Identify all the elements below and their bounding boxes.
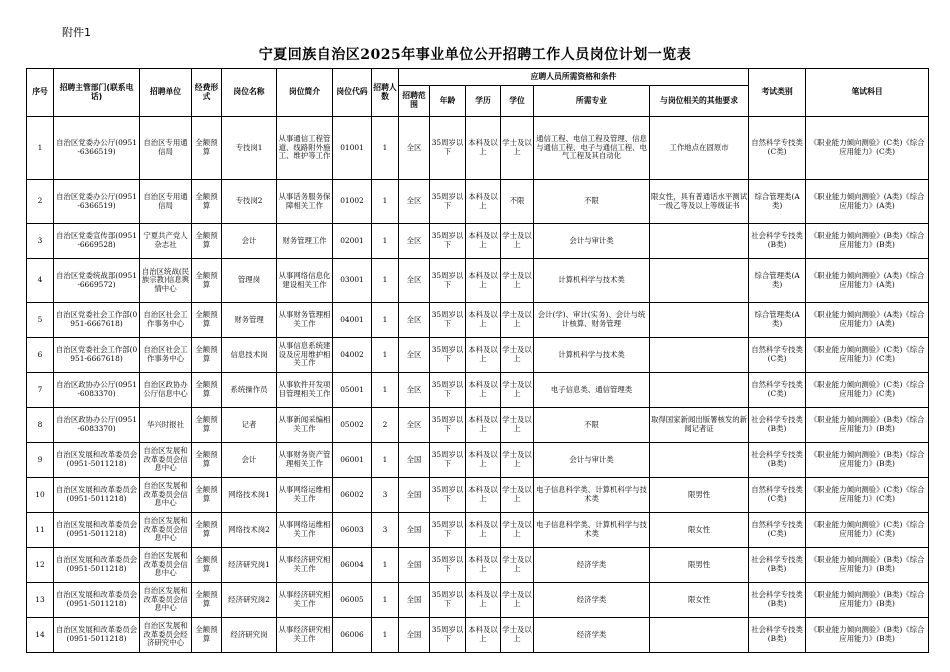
cell-seq: 6 [27,338,54,373]
cell-exam: 社会科学专技类(B类) [749,618,806,653]
cell-scope: 全国 [399,478,430,513]
cell-intro: 从事话务服务保障相关工作 [277,180,333,224]
cell-intro: 从事财务资产管理相关工作 [277,443,333,478]
cell-fund: 全额预算 [192,180,222,224]
cell-unit: 自治区社会工作事务中心 [140,303,192,338]
header-scope: 招聘范围 [399,86,430,117]
cell-code: 02001 [333,224,372,259]
cell-seq: 1 [27,117,54,180]
cell-seq: 11 [27,513,54,548]
cell-exam: 综合管理类(A类) [749,180,806,224]
cell-major: 电子信息科学类、计算机科学与技术类 [534,513,650,548]
cell-intro: 从事软件开发项目管理相关工作 [277,373,333,408]
header-subject: 笔试科目 [806,69,929,117]
cell-exam: 综合管理类(A类) [749,303,806,338]
table-row [27,180,929,224]
cell-unit: 自治区统战(民族宗教)信息舆情中心 [140,259,192,303]
cell-subject: 《职业能力倾向测验》(A类)《综合应用能力》(A类) [806,303,929,338]
table-row [27,513,929,548]
table-row [27,583,929,618]
cell-other: 限男性 [650,478,749,513]
cell-other [650,224,749,259]
cell-dept: 自治区党委统战部(0951-6669572) [54,259,140,303]
cell-other: 限女性 [650,513,749,548]
cell-code: 01002 [333,180,372,224]
header-unit: 招聘单位 [140,69,192,117]
cell-major: 会计(学)、审计(实务)、会计与统计核算、财务管理 [534,303,650,338]
cell-fund: 全额预算 [192,373,222,408]
cell-intro: 财务管理工作 [277,224,333,259]
cell-unit: 自治区专用通信局 [140,180,192,224]
cell-seq: 2 [27,180,54,224]
cell-unit: 自治区发展和改革委员会信息中心 [140,443,192,478]
header-post: 岗位名称 [222,69,277,117]
cell-subject: 《职业能力倾向测验》(B类)《综合应用能力》(B类) [806,583,929,618]
cell-num: 3 [372,513,399,548]
cell-scope: 全区 [399,180,430,224]
cell-scope: 全国 [399,583,430,618]
cell-scope: 全区 [399,373,430,408]
cell-unit: 自治区社会工作事务中心 [140,338,192,373]
cell-subject: 《职业能力倾向测验》(C类)《综合应用能力》(C类) [806,117,929,180]
cell-code: 04002 [333,338,372,373]
cell-degree: 学士及以上 [501,373,534,408]
cell-scope: 全区 [399,338,430,373]
cell-degree: 学士及以上 [501,513,534,548]
recruitment-table [26,68,929,653]
cell-scope: 全区 [399,117,430,180]
cell-subject: 《职业能力倾向测验》(B类)《综合应用能力》(B类) [806,618,929,653]
header-seq: 序号 [27,69,54,117]
cell-fund: 全额预算 [192,117,222,180]
cell-seq: 9 [27,443,54,478]
cell-fund: 全额预算 [192,548,222,583]
cell-age: 35周岁以下 [430,338,466,373]
cell-age: 35周岁以下 [430,513,466,548]
cell-unit: 自治区发展和改革委员会经济研究中心 [140,618,192,653]
cell-major: 会计与审计类 [534,443,650,478]
header-dept: 招聘主管部门(联系电话) [54,69,140,117]
attachment-label: 附件1 [62,26,91,39]
cell-age: 35周岁以下 [430,259,466,303]
cell-age: 35周岁以下 [430,224,466,259]
table-row [27,548,929,583]
cell-subject: 《职业能力倾向测验》(A类)《综合应用能力》(A类) [806,259,929,303]
cell-scope: 全国 [399,513,430,548]
cell-dept: 自治区发展和改革委员会(0951-5011218) [54,548,140,583]
cell-dept: 自治区发展和改革委员会(0951-5011218) [54,478,140,513]
cell-unit: 宁夏共产党人杂志社 [140,224,192,259]
cell-unit: 自治区政协办公厅信息中心 [140,373,192,408]
cell-degree: 学士及以上 [501,117,534,180]
cell-degree: 不限 [501,180,534,224]
cell-dept: 自治区发展和改革委员会(0951-5011218) [54,513,140,548]
cell-code: 06003 [333,513,372,548]
cell-num: 3 [372,478,399,513]
cell-code: 04001 [333,303,372,338]
cell-scope: 全区 [399,408,430,443]
cell-major: 会计与审计类 [534,224,650,259]
cell-fund: 全额预算 [192,303,222,338]
cell-post: 网络技术岗2 [222,513,277,548]
cell-major: 通信工程、电信工程及管理、信息与通信工程、电子与通信工程、电气工程及其自动化 [534,117,650,180]
cell-edu: 本科及以上 [466,478,501,513]
cell-edu: 本科及以上 [466,259,501,303]
cell-subject: 《职业能力倾向测验》(C类)《综合应用能力》(C类) [806,373,929,408]
cell-intro: 从事通信工程管道、线路附外施工、维护等工作 [277,117,333,180]
cell-age: 35周岁以下 [430,180,466,224]
cell-num: 1 [372,224,399,259]
cell-edu: 本科及以上 [466,618,501,653]
table-row [27,117,929,180]
cell-other [650,259,749,303]
table-row [27,478,929,513]
cell-edu: 本科及以上 [466,180,501,224]
cell-fund: 全额预算 [192,443,222,478]
cell-unit: 自治区发展和改革委员会信息中心 [140,478,192,513]
cell-post: 经济研究岗1 [222,548,277,583]
cell-num: 1 [372,618,399,653]
cell-subject: 《职业能力倾向测验》(C类)《综合应用能力》(C类) [806,513,929,548]
cell-degree: 学士及以上 [501,443,534,478]
cell-subject: 《职业能力倾向测验》(C类)《综合应用能力》(C类) [806,338,929,373]
cell-post: 专技岗1 [222,117,277,180]
cell-dept: 自治区党委办公厅(0951-6366519) [54,117,140,180]
cell-fund: 全额预算 [192,618,222,653]
cell-intro: 从事网络信息化建设相关工作 [277,259,333,303]
cell-other [650,443,749,478]
cell-post: 财务管理 [222,303,277,338]
cell-major: 计算机科学与技术类 [534,338,650,373]
cell-seq: 7 [27,373,54,408]
cell-post: 会计 [222,443,277,478]
cell-post: 专技岗2 [222,180,277,224]
cell-num: 1 [372,548,399,583]
cell-edu: 本科及以上 [466,443,501,478]
cell-post: 会计 [222,224,277,259]
cell-fund: 全额预算 [192,338,222,373]
cell-age: 35周岁以下 [430,117,466,180]
cell-fund: 全额预算 [192,224,222,259]
cell-dept: 自治区党委社会工作部(0951-6667618) [54,338,140,373]
table-row [27,303,929,338]
cell-edu: 本科及以上 [466,548,501,583]
cell-edu: 本科及以上 [466,373,501,408]
cell-code: 06006 [333,618,372,653]
cell-unit: 自治区发展和改革委员会信息中心 [140,513,192,548]
cell-dept: 自治区党委办公厅(0951-6366519) [54,180,140,224]
header-major: 所需专业 [534,86,650,117]
cell-edu: 本科及以上 [466,583,501,618]
cell-exam: 社会科学专技类(B类) [749,443,806,478]
cell-code: 06004 [333,548,372,583]
cell-scope: 全国 [399,618,430,653]
cell-intro: 从事经济研究相关工作 [277,583,333,618]
cell-dept: 自治区党委社会工作部(0951-6667618) [54,303,140,338]
cell-age: 35周岁以下 [430,303,466,338]
table-row [27,259,929,303]
cell-degree: 学士及以上 [501,224,534,259]
cell-code: 06005 [333,583,372,618]
cell-degree: 学士及以上 [501,338,534,373]
cell-dept: 自治区发展和改革委员会(0951-5011218) [54,583,140,618]
cell-seq: 13 [27,583,54,618]
cell-age: 35周岁以下 [430,583,466,618]
cell-major: 计算机科学与技术类 [534,259,650,303]
header-code: 岗位代码 [333,69,372,117]
cell-exam: 社会科学专技类(B类) [749,408,806,443]
cell-code: 05001 [333,373,372,408]
cell-age: 35周岁以下 [430,408,466,443]
cell-post: 经济研究岗 [222,618,277,653]
cell-num: 1 [372,583,399,618]
cell-seq: 12 [27,548,54,583]
cell-major: 电子信息科学类、计算机科学与技术类 [534,478,650,513]
cell-dept: 自治区党委宣传部(0951-6669528) [54,224,140,259]
table-row [27,618,929,653]
cell-unit: 华兴时报社 [140,408,192,443]
cell-major: 电子信息类、通信管理类 [534,373,650,408]
header-intro: 岗位简介 [277,69,333,117]
cell-exam: 社会科学专技类(B类) [749,548,806,583]
cell-degree: 学士及以上 [501,408,534,443]
header-fund: 经费形式 [192,69,222,117]
cell-edu: 本科及以上 [466,338,501,373]
cell-other: 限女性 [650,583,749,618]
cell-degree: 学士及以上 [501,548,534,583]
header-other: 与岗位相关的其他要求 [650,86,749,117]
cell-edu: 本科及以上 [466,224,501,259]
cell-scope: 全区 [399,224,430,259]
cell-post: 记者 [222,408,277,443]
cell-subject: 《职业能力倾向测验》(B类)《综合应用能力》(B类) [806,443,929,478]
header-qualifications: 应聘人员所需资格和条件 [399,69,749,86]
cell-num: 2 [372,408,399,443]
cell-major: 不限 [534,180,650,224]
cell-major: 经济学类 [534,583,650,618]
cell-exam: 社会科学专技类(B类) [749,583,806,618]
cell-intro: 从事信息系统建设及应用维护相关工作 [277,338,333,373]
cell-exam: 自然科学专技类(C类) [749,338,806,373]
cell-unit: 自治区发展和改革委员会信息中心 [140,548,192,583]
cell-other: 工作地点在固原市 [650,117,749,180]
table-row [27,443,929,478]
cell-other: 限女性，具有普通话水平测试一级乙等及以上等级证书 [650,180,749,224]
cell-other: 取得国家新闻出版署核发的新闻记者证 [650,408,749,443]
cell-fund: 全额预算 [192,478,222,513]
cell-post: 经济研究岗2 [222,583,277,618]
cell-num: 1 [372,117,399,180]
cell-post: 管理岗 [222,259,277,303]
cell-age: 35周岁以下 [430,548,466,583]
cell-subject: 《职业能力倾向测验》(C类)《综合应用能力》(C类) [806,478,929,513]
cell-num: 1 [372,259,399,303]
cell-scope: 全区 [399,259,430,303]
cell-fund: 全额预算 [192,583,222,618]
cell-edu: 本科及以上 [466,303,501,338]
cell-other [650,618,749,653]
cell-edu: 本科及以上 [466,513,501,548]
cell-degree: 学士及以上 [501,583,534,618]
cell-exam: 自然科学专技类(C类) [749,373,806,408]
cell-major: 经济学类 [534,618,650,653]
cell-exam: 社会科学专技类(B类) [749,224,806,259]
cell-exam: 自然科学专技类(C类) [749,478,806,513]
cell-fund: 全额预算 [192,259,222,303]
cell-code: 06002 [333,478,372,513]
header-edu: 学历 [466,86,501,117]
cell-seq: 4 [27,259,54,303]
cell-exam: 综合管理类(A类) [749,259,806,303]
cell-exam: 自然科学专技类(C类) [749,117,806,180]
cell-post: 网络技术岗1 [222,478,277,513]
cell-seq: 10 [27,478,54,513]
header-exam: 考试类别 [749,69,806,117]
cell-exam: 自然科学专技类(C类) [749,513,806,548]
cell-intro: 从事经济研究相关工作 [277,618,333,653]
cell-num: 1 [372,443,399,478]
cell-subject: 《职业能力倾向测验》(B类)《综合应用能力》(B类) [806,548,929,583]
cell-seq: 5 [27,303,54,338]
cell-age: 35周岁以下 [430,618,466,653]
cell-intro: 从事网络运维相关工作 [277,513,333,548]
page-title: 宁夏回族自治区2025年事业单位公开招聘工作人员岗位计划一览表 [258,47,692,63]
cell-other [650,373,749,408]
cell-other [650,338,749,373]
cell-subject: 《职业能力倾向测验》(A类)《综合应用能力》(A类) [806,180,929,224]
header-age: 年龄 [430,86,466,117]
cell-degree: 学士及以上 [501,478,534,513]
cell-edu: 本科及以上 [466,117,501,180]
cell-post: 系统操作员 [222,373,277,408]
table-row [27,224,929,259]
cell-subject: 《职业能力倾向测验》(B类)《综合应用能力》(B类) [806,224,929,259]
cell-intro: 从事网络运维相关工作 [277,478,333,513]
table-row [27,373,929,408]
cell-code: 06001 [333,443,372,478]
cell-code: 05002 [333,408,372,443]
cell-scope: 全国 [399,443,430,478]
cell-age: 35周岁以下 [430,373,466,408]
cell-age: 35周岁以下 [430,478,466,513]
cell-degree: 学士及以上 [501,618,534,653]
cell-unit: 自治区发展和改革委员会信息中心 [140,583,192,618]
cell-seq: 14 [27,618,54,653]
cell-subject: 《职业能力倾向测验》(B类)《综合应用能力》(B类) [806,408,929,443]
cell-fund: 全额预算 [192,408,222,443]
cell-dept: 自治区政协办公厅(0951-6083370) [54,373,140,408]
cell-intro: 从事新闻采编相关工作 [277,408,333,443]
cell-edu: 本科及以上 [466,408,501,443]
cell-code: 01001 [333,117,372,180]
header-num: 招聘人数 [372,69,399,117]
cell-major: 不限 [534,408,650,443]
cell-scope: 全国 [399,548,430,583]
cell-code: 03001 [333,259,372,303]
cell-seq: 3 [27,224,54,259]
table-row [27,408,929,443]
cell-intro: 从事经济研究相关工作 [277,548,333,583]
cell-dept: 自治区发展和改革委员会(0951-5011218) [54,618,140,653]
cell-dept: 自治区发展和改革委员会(0951-5011218) [54,443,140,478]
cell-degree: 学士及以上 [501,303,534,338]
table-row [27,338,929,373]
cell-degree: 学士及以上 [501,259,534,303]
cell-major: 经济学类 [534,548,650,583]
cell-scope: 全区 [399,303,430,338]
cell-unit: 自治区专用通信局 [140,117,192,180]
cell-num: 1 [372,303,399,338]
cell-intro: 从事财务管理相关工作 [277,303,333,338]
cell-seq: 8 [27,408,54,443]
cell-other [650,303,749,338]
cell-other: 限男性 [650,548,749,583]
cell-num: 1 [372,180,399,224]
cell-fund: 全额预算 [192,513,222,548]
cell-age: 35周岁以下 [430,443,466,478]
cell-num: 1 [372,338,399,373]
cell-dept: 自治区政协办公厅(0951-6083370) [54,408,140,443]
cell-post: 信息技术岗 [222,338,277,373]
header-degree: 学位 [501,86,534,117]
cell-num: 1 [372,373,399,408]
